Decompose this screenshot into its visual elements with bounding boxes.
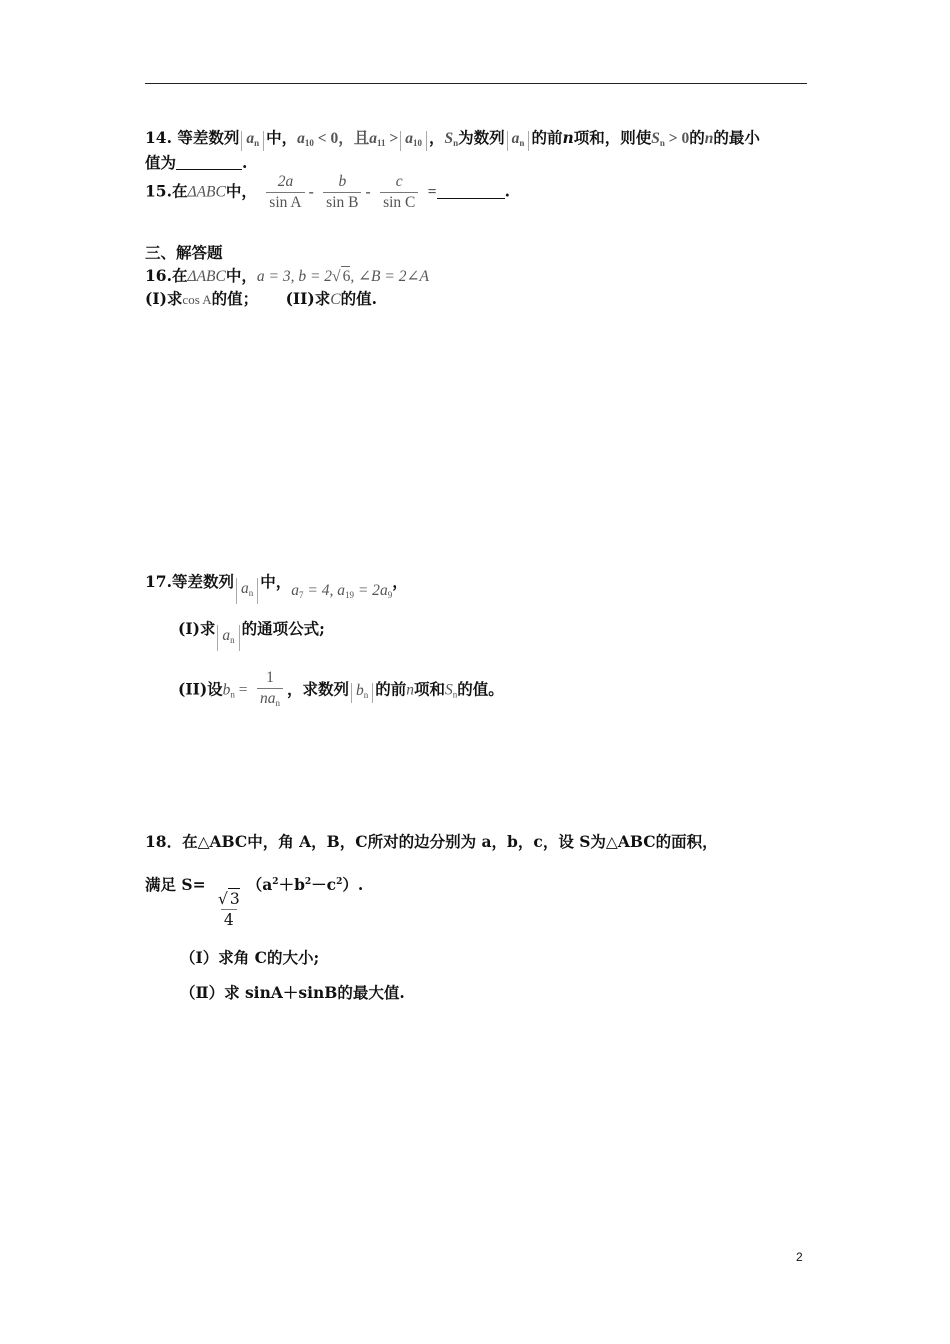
n: n xyxy=(406,681,414,699)
question-number: 16. xyxy=(145,266,172,285)
triangle-abc: ΔABC xyxy=(187,183,226,201)
Sn: S xyxy=(651,130,660,147)
fraction-2a-sinA: $\frac{2a}{\text{sin A}}$ xyxy=(266,172,304,213)
q17-text: 中， xyxy=(260,572,292,591)
q17-end: ， xyxy=(392,572,408,591)
q16-condition: , ∠B = 2∠A xyxy=(350,268,429,285)
q14-text: 的 xyxy=(689,128,705,147)
q16-text: 在 xyxy=(171,266,188,285)
n: n xyxy=(704,130,714,147)
fraction-1-nan: $\frac{1}{na_n}$ xyxy=(257,668,283,713)
a10: a xyxy=(297,130,305,147)
question-18-part-2: （Ⅱ）求 sinA＋sinB的最大值. xyxy=(180,983,405,1002)
question-17-part-2 xyxy=(178,668,504,713)
exponent: 2 xyxy=(272,877,279,887)
q16-part-2: (II)求 xyxy=(285,289,331,308)
sequence-bn: $b_n$ xyxy=(351,683,373,703)
q17-part-2: 的值。 xyxy=(457,679,504,699)
answer-blank xyxy=(176,155,242,170)
question-17-line-1 xyxy=(145,572,408,605)
fraction-b-sinB: $\frac{b}{\text{sin B}}$ xyxy=(323,172,361,213)
exponent: 2 xyxy=(336,877,343,887)
q18-text: 满足 S= xyxy=(145,875,206,894)
answer-blank xyxy=(437,184,505,199)
question-16-line-2 xyxy=(145,289,377,310)
sequence-an: $a_n$ xyxy=(217,625,239,651)
q14-cond: < 0，且 xyxy=(313,130,370,147)
exponent: 2 xyxy=(304,877,312,887)
equals: = xyxy=(234,681,248,699)
q17-part-2: (II)设 xyxy=(178,679,223,699)
question-15 xyxy=(145,172,510,213)
q14-text: 项和，则使 xyxy=(573,128,652,147)
q18-text: ＋b xyxy=(278,875,305,894)
question-number: 17. xyxy=(145,572,172,591)
q16-condition: a = 3, b = 2 xyxy=(256,268,333,285)
page-number: 2 xyxy=(796,1250,803,1264)
q17-part-1: (I)求 xyxy=(178,619,216,638)
header-rule xyxy=(145,83,807,84)
minus: - xyxy=(365,183,371,201)
n: n xyxy=(562,128,574,147)
sequence-an: $a_n$ xyxy=(236,578,258,604)
q14-gt: > xyxy=(385,130,399,147)
abs-a10: $a_{10}$ xyxy=(400,131,427,151)
equals: = xyxy=(427,183,437,201)
question-17-part-1 xyxy=(178,619,325,651)
triangle-abc: ΔABC xyxy=(187,268,226,285)
angle-c: C xyxy=(330,291,341,308)
q14-gt0: > 0 xyxy=(664,130,690,147)
bn: b xyxy=(222,681,231,699)
sequence-an: $a_n$ xyxy=(507,131,530,151)
Sn: S xyxy=(444,130,454,147)
minus: - xyxy=(308,183,314,201)
question-14-line-2 xyxy=(145,153,247,173)
a10-sub: 10 xyxy=(304,138,314,148)
question-16-line-1 xyxy=(145,266,429,287)
q15-text: 在 xyxy=(171,181,188,201)
q14-text: 的前 xyxy=(531,128,563,147)
q17-part-1: 的通项公式; xyxy=(241,619,325,638)
q14-text: 等差数列 xyxy=(177,128,240,147)
bn-sub: n xyxy=(230,689,235,700)
q14-text: 的最小 xyxy=(713,128,760,147)
q18-text: ）. xyxy=(342,875,364,894)
Sn-sub: n xyxy=(453,138,459,148)
sqrt-symbol: √ xyxy=(332,268,341,285)
sequence-an: $a_n$ xyxy=(241,131,264,151)
a11-sub: 11 xyxy=(377,138,386,148)
q17-text: 等差数列 xyxy=(171,572,234,591)
q16-part-1: 的值； xyxy=(211,289,259,308)
q14-comma: ， xyxy=(429,128,445,147)
q14-text: 值为 xyxy=(145,153,177,172)
q15-end: . xyxy=(504,181,511,201)
sqrt-6: 6 xyxy=(342,268,351,285)
q18-text: －c xyxy=(311,875,337,894)
q17-part-2: 项和 xyxy=(413,679,445,699)
cos-a: cos A xyxy=(182,292,212,307)
q14-text: 为数列 xyxy=(458,128,505,147)
question-18-part-1: （Ⅰ）求角 C的大小; xyxy=(180,948,320,967)
fraction-c-sinC: $\frac{c}{\text{sin C}}$ xyxy=(380,172,418,213)
question-number: 14. xyxy=(145,128,172,147)
q16-part-1: (I)求 xyxy=(145,289,183,308)
question-number: 15. xyxy=(145,181,172,201)
section-heading: 三、解答题 xyxy=(145,243,223,262)
Sn-sub: n xyxy=(452,689,458,700)
q17-part-2: ，求数列 xyxy=(286,679,349,699)
a11: a xyxy=(369,130,378,147)
q14-text: 中， xyxy=(266,128,298,147)
q15-text: 中， xyxy=(225,181,257,201)
Sn-sub: n xyxy=(659,138,665,148)
question-18-line-2 xyxy=(145,872,363,930)
Sn: S xyxy=(445,681,453,699)
q14-end: . xyxy=(242,153,248,172)
question-18-line-1: 18．在△ABC中，角 A，B，C所对的边分别为 a，b，c，设 S为△ABC的面积， xyxy=(145,832,718,851)
question-14-line-1 xyxy=(145,128,760,153)
q16-text: 中， xyxy=(225,266,257,285)
fraction-sqrt3-over-4: $\frac{√ 3}{4}$ xyxy=(217,890,240,929)
q17-part-2: 的前 xyxy=(375,679,407,699)
q18-text: （a xyxy=(246,875,273,894)
q16-part-2: 的值. xyxy=(340,289,378,308)
q17-conditions: $a_7 = 4$, $a_{19} = 2a_9$ xyxy=(291,582,393,600)
